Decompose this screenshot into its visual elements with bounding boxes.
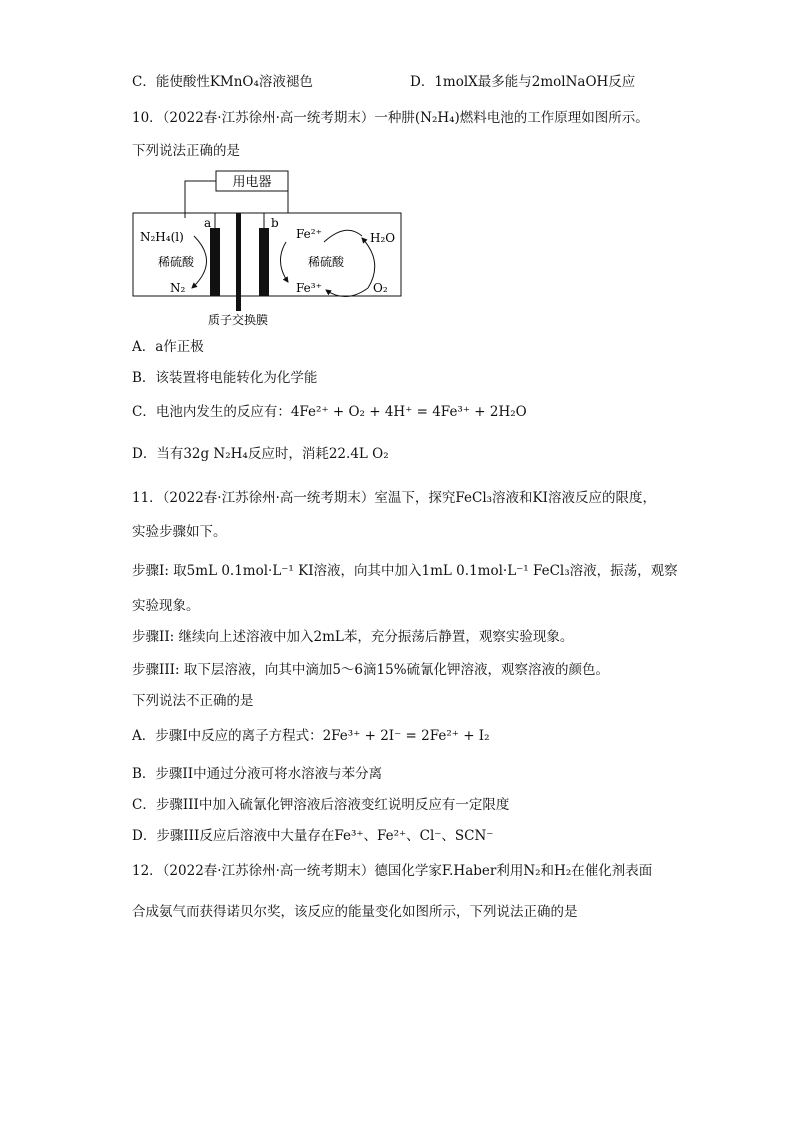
left-electrolyte: 稀硫酸 xyxy=(158,255,195,269)
q11-option-d: D．步骤III反应后溶液中大量存在Fe³⁺、Fe²⁺、Cl⁻、SCN⁻ xyxy=(132,828,494,844)
q10-option-b: B．该装置将电能转化为化学能 xyxy=(132,370,318,386)
left-reaction-arrow xyxy=(192,236,207,288)
q11-option-b: B．步骤II中通过分液可将水溶液与苯分离 xyxy=(132,766,383,782)
electrode-a-label: a xyxy=(204,216,212,230)
electrode-b-label: b xyxy=(271,216,279,230)
q9-option-c: C．能使酸性KMnO₄溶液褪色 xyxy=(132,74,313,90)
q10-stem-line1: 10．（2022春·江苏徐州·高一统考期末）一种肼(N₂H₄)燃料电池的工作原理如图所示。 xyxy=(132,110,649,126)
right-fe2-arrow xyxy=(280,242,288,282)
q10-option-d: D．当有32g N₂H₄反应时，消耗22.4L O₂ xyxy=(132,446,389,462)
wire-left xyxy=(185,181,216,218)
q11-step2: 步骤II: 继续向上述溶液中加入2mL苯，充分振荡后静置，观察实验现象。 xyxy=(132,629,574,645)
q11-step3: 步骤III: 取下层溶液，向其中滴加5～6滴15%硫氰化钾溶液，观察溶液的颜色。 xyxy=(132,662,610,678)
q10-option-c: C．电池内发生的反应有：4Fe²⁺ + O₂ + 4H⁺ = 4Fe³⁺ + 2H₂O xyxy=(132,404,527,420)
electrode-b xyxy=(259,228,269,296)
left-reactant: N₂H₄(l) xyxy=(140,230,184,244)
right-cycle-top xyxy=(324,230,362,242)
q11-stem-line2: 实验步骤如下。 xyxy=(132,524,227,540)
right-h2o: H₂O xyxy=(370,231,396,245)
right-fe2: Fe²⁺ xyxy=(296,227,322,241)
q12-stem-line1: 12．（2022春·江苏徐州·高一统考期末）德国化学家F.Haber利用N₂和H₂在催化剂表面 xyxy=(132,863,653,879)
fuel-cell-diagram xyxy=(128,166,408,326)
q11-step1-line2: 实验现象。 xyxy=(132,598,200,614)
q10-stem-line2: 下列说法正确的是 xyxy=(132,143,240,159)
right-o2: O₂ xyxy=(373,281,388,295)
q12-stem-line2: 合成氨气而获得诺贝尔奖，该反应的能量变化如图所示，下列说法正确的是 xyxy=(132,904,578,920)
q11-option-c: C．步骤III中加入硫氰化钾溶液后溶液变红说明反应有一定限度 xyxy=(132,797,510,813)
q9-option-d: D．1molX最多能与2molNaOH反应 xyxy=(410,74,636,90)
proton-exchange-membrane xyxy=(236,213,241,311)
q10-option-a: A．a作正极 xyxy=(132,339,204,355)
device-label: 用电器 xyxy=(232,175,272,190)
q11-step1-line1: 步骤I: 取5mL 0.1mol·L⁻¹ KI溶液，向其中加入1mL 0.1mol·L⁻¹ FeCl₃溶液，振荡，观察 xyxy=(132,563,678,579)
q11-stem-line1: 11．（2022春·江苏徐州·高一统考期末）室温下，探究FeCl₃溶液和KI溶液反应的限度， xyxy=(132,490,656,506)
electrode-a xyxy=(210,228,220,296)
membrane-label: 质子交换膜 xyxy=(208,313,269,326)
right-fe3: Fe³⁺ xyxy=(296,281,322,295)
left-product: N₂ xyxy=(170,281,186,295)
right-electrolyte: 稀硫酸 xyxy=(308,255,345,269)
q11-question: 下列说法不正确的是 xyxy=(132,693,254,709)
right-cycle-bottom xyxy=(326,288,368,297)
q11-option-a: A．步骤I中反应的离子方程式：2Fe³⁺ + 2I⁻ = 2Fe²⁺ + I₂ xyxy=(132,728,490,744)
